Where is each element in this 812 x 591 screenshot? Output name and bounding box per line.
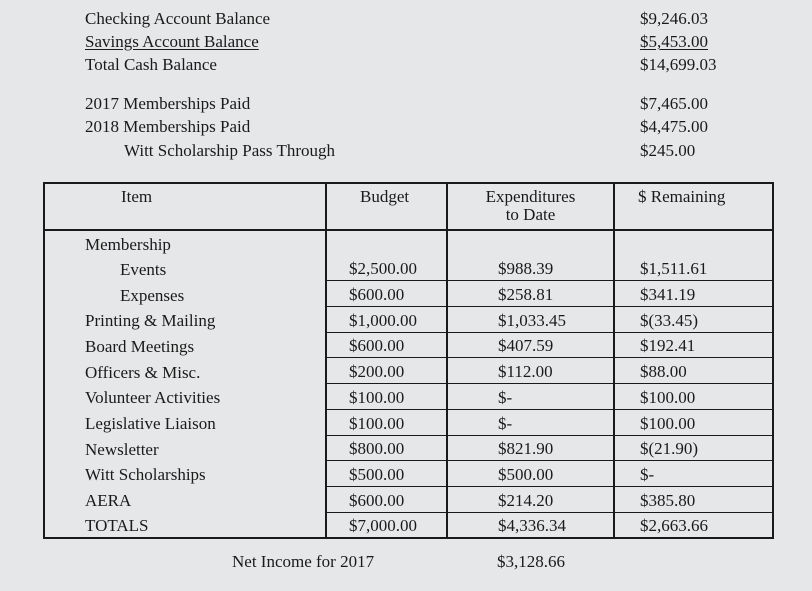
totals-row xyxy=(44,512,773,538)
net-income-value: $3,128.66 xyxy=(497,552,565,571)
row-budget: $100.00 xyxy=(326,384,447,410)
row-expenditures: $407.59 xyxy=(447,332,614,358)
row-expenditures: $988.39 xyxy=(447,256,614,281)
totals-label: TOTALS xyxy=(44,512,326,538)
table-row xyxy=(44,281,773,307)
row-budget: $2,500.00 xyxy=(326,256,447,281)
table-row xyxy=(44,332,773,358)
table-cell xyxy=(326,230,447,256)
row-item: Newsletter xyxy=(85,439,159,459)
row-budget: $600.00 xyxy=(326,281,447,307)
row-budget: $500.00 xyxy=(326,461,447,487)
row-budget: $100.00 xyxy=(326,409,447,435)
memberships-2018-value: $4,475.00 xyxy=(640,117,708,136)
row-budget: $600.00 xyxy=(326,486,447,512)
totals-expenditures: $4,336.34 xyxy=(447,512,614,538)
table-header-row xyxy=(44,183,773,230)
header-expenditures-line2: to Date xyxy=(505,205,556,224)
table-row xyxy=(44,435,773,461)
header-expenditures-line1: Expenditures xyxy=(485,187,576,206)
memberships-2017-label: 2017 Memberships Paid xyxy=(85,94,251,113)
row-expenditures: $- xyxy=(447,409,614,435)
row-budget: $600.00 xyxy=(326,332,447,358)
table-row xyxy=(44,358,773,384)
row-expenditures: $258.81 xyxy=(447,281,614,307)
header-item: Item xyxy=(44,183,326,230)
row-budget: $1,000.00 xyxy=(326,307,447,333)
row-item: Volunteer Activities xyxy=(85,388,221,408)
row-remaining: $192.41 xyxy=(614,332,773,358)
row-remaining: $- xyxy=(614,461,773,487)
net-income-label: Net Income for 2017 xyxy=(232,552,375,571)
table-row xyxy=(44,384,773,410)
table-row xyxy=(44,307,773,333)
row-expenditures: $500.00 xyxy=(447,461,614,487)
row-item: AERA xyxy=(85,491,132,511)
row-remaining: $341.19 xyxy=(614,281,773,307)
row-expenditures: $112.00 xyxy=(447,358,614,384)
row-expenditures: $821.90 xyxy=(447,435,614,461)
memberships-2017-value: $7,465.00 xyxy=(640,94,708,113)
checking-balance-label: Checking Account Balance xyxy=(85,9,271,28)
group-label-membership: Membership xyxy=(85,234,171,254)
row-remaining: $(33.45) xyxy=(614,307,773,333)
total-cash-value: $14,699.03 xyxy=(640,55,717,74)
memberships-2018-label: 2018 Memberships Paid xyxy=(85,117,251,136)
row-item: Board Meetings xyxy=(85,336,195,356)
totals-remaining: $2,663.66 xyxy=(614,512,773,538)
savings-balance-label: Savings Account Balance xyxy=(85,32,259,51)
row-remaining: $100.00 xyxy=(614,409,773,435)
table-row xyxy=(44,409,773,435)
header-expenditures xyxy=(447,183,614,230)
table-row xyxy=(44,486,773,512)
table-cell xyxy=(447,230,614,256)
row-budget: $200.00 xyxy=(326,358,447,384)
row-item: Printing & Mailing xyxy=(85,311,216,331)
witt-pass-through-label: Witt Scholarship Pass Through xyxy=(124,141,336,160)
header-budget: Budget xyxy=(326,183,447,230)
total-cash-label: Total Cash Balance xyxy=(85,55,217,74)
witt-pass-through-value: $245.00 xyxy=(640,141,696,160)
row-remaining: $(21.90) xyxy=(614,435,773,461)
row-expenditures: $214.20 xyxy=(447,486,614,512)
row-expenditures: $1,033.45 xyxy=(447,307,614,333)
table-cell xyxy=(614,230,773,256)
table-row xyxy=(44,461,773,487)
checking-balance-value: $9,246.03 xyxy=(640,9,708,28)
row-remaining: $1,511.61 xyxy=(614,256,773,281)
row-item: Expenses xyxy=(120,285,185,305)
table-row xyxy=(44,230,773,256)
row-budget: $800.00 xyxy=(326,435,447,461)
savings-balance-value: $5,453.00 xyxy=(640,32,708,51)
row-item: Witt Scholarships xyxy=(85,465,206,485)
row-item: Events xyxy=(120,259,167,279)
row-item: Legislative Liaison xyxy=(85,414,216,433)
row-item: Officers & Misc. xyxy=(85,362,201,382)
row-remaining: $100.00 xyxy=(614,384,773,410)
row-remaining: $88.00 xyxy=(614,358,773,384)
row-remaining: $385.80 xyxy=(614,486,773,512)
row-expenditures: $- xyxy=(447,384,614,410)
table-row xyxy=(44,256,773,281)
header-remaining: $ Remaining xyxy=(614,183,773,230)
budget-table xyxy=(43,182,774,539)
totals-budget: $7,000.00 xyxy=(326,512,447,538)
